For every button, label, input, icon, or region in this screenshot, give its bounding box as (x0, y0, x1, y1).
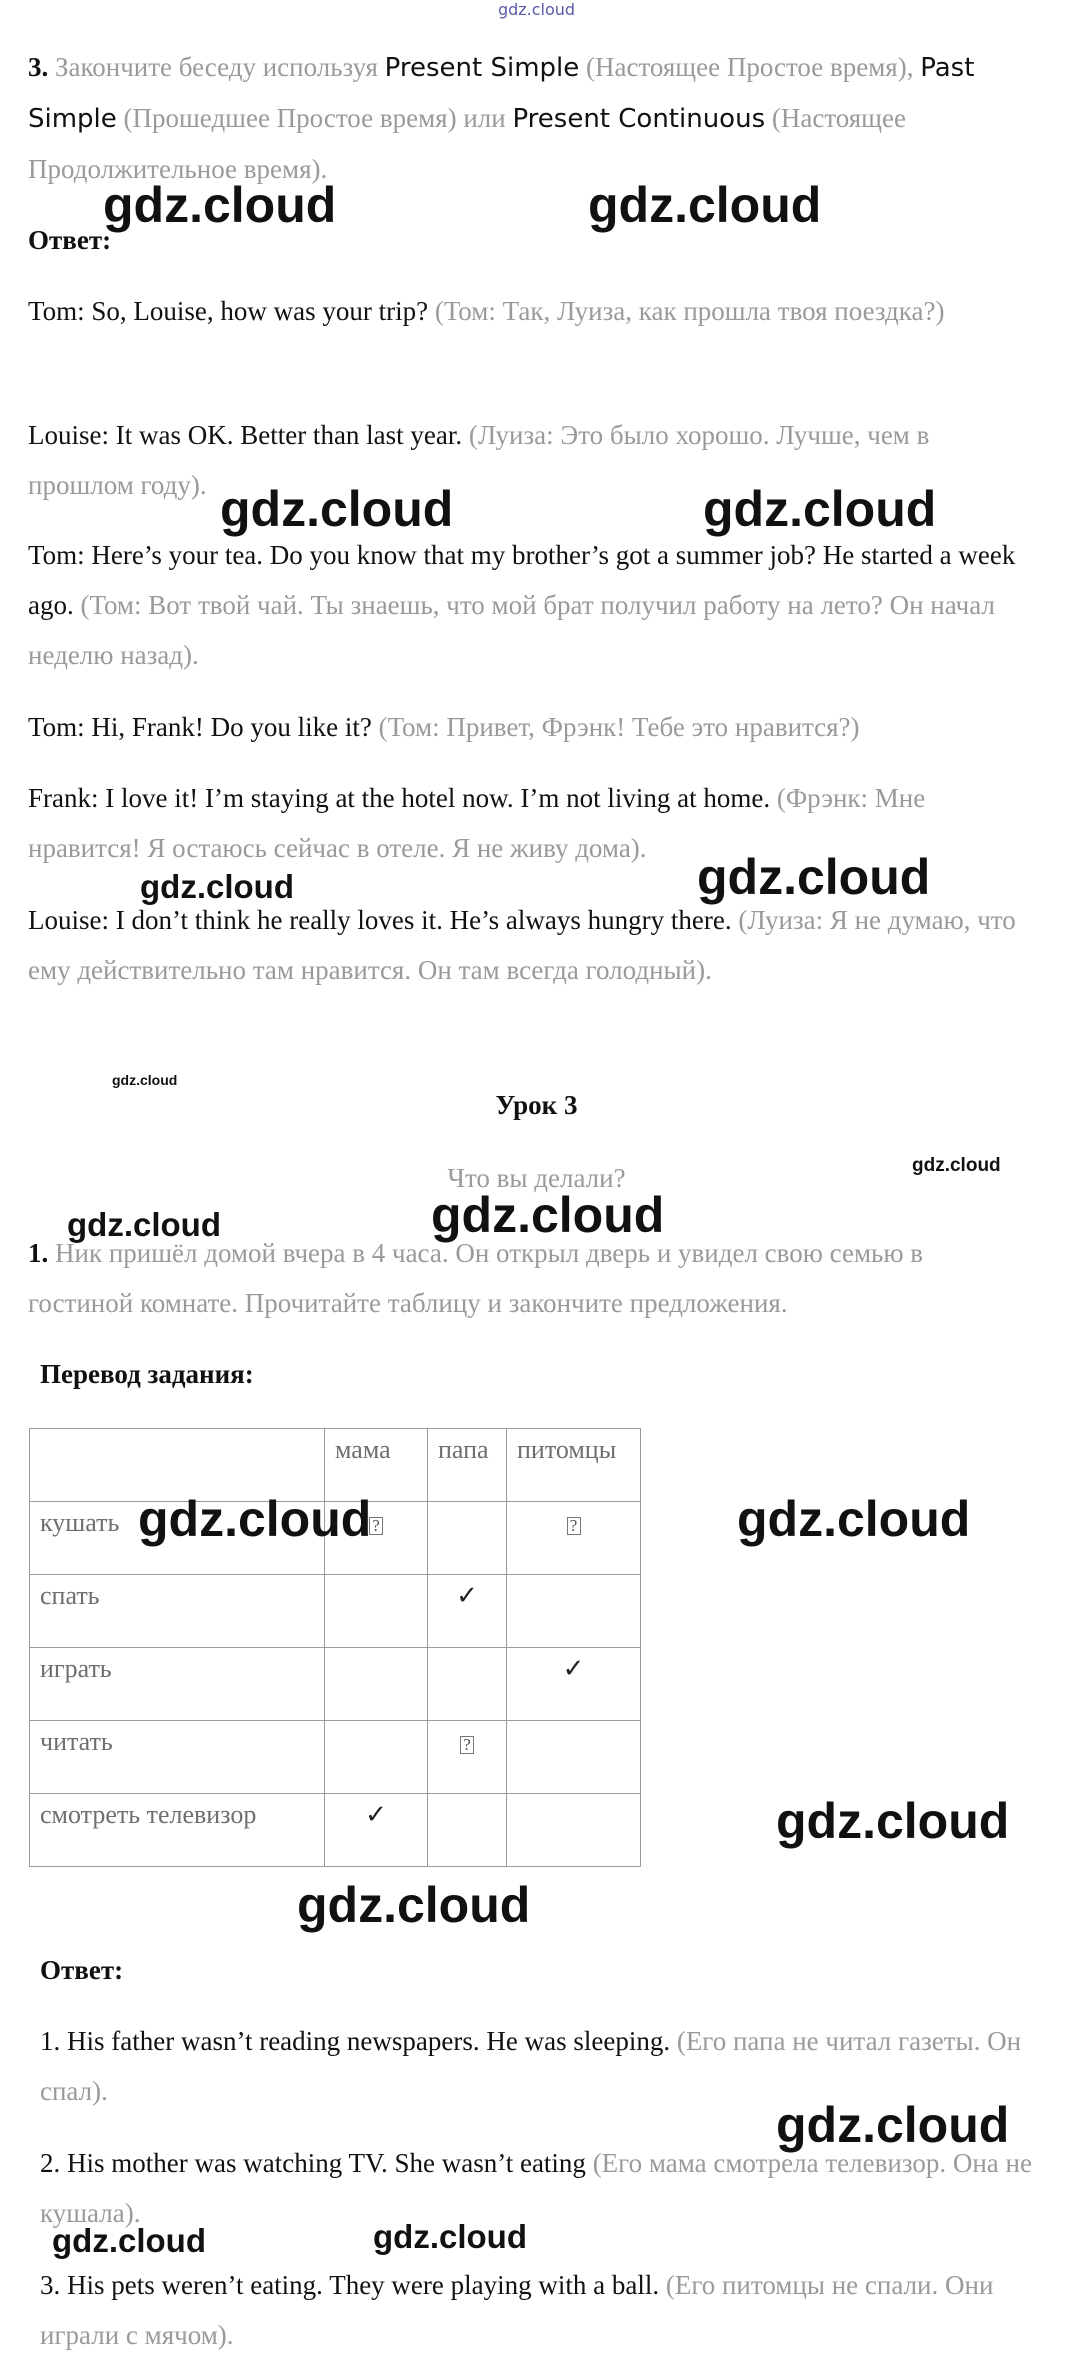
table-header-cell: папа (428, 1429, 507, 1502)
table-cell (507, 1502, 641, 1575)
watermark: gdz.cloud (140, 868, 294, 905)
task1-number: 1. (28, 1238, 49, 1268)
watermark: gdz.cloud (737, 1491, 971, 1547)
table-row (30, 1721, 641, 1794)
term-present-continuous: Present Continuous (512, 104, 766, 134)
dialogue-en: Louise: It was OK. Better than last year. (28, 420, 463, 450)
watermark: gdz.cloud (67, 1206, 221, 1243)
lesson-title: Урок 3 (495, 1090, 578, 1120)
placeholder-box-glyph: ? (369, 1517, 383, 1535)
watermark: gdz.cloud (297, 1877, 531, 1933)
task3-instructions (28, 42, 1028, 194)
answer-en: 2. His mother was watching TV. She wasn’t eating (40, 2148, 586, 2178)
table-cell (428, 1721, 507, 1794)
term-present-simple-translation: (Настоящее Простое время), (579, 52, 914, 82)
dialogue-ru: (Луиза: Это было хорошо. Лучше, чем в прошлом году). (28, 420, 930, 500)
table-row-label: кушать (30, 1502, 325, 1575)
check-icon: ✓ (562, 1654, 585, 1683)
dialogue-ru: (Луиза: Я не думаю, что ему действительно там нравится. Он там всегда голодный). (28, 905, 1016, 985)
watermark: gdz.cloud (431, 1187, 665, 1243)
placeholder-box-glyph: ? (460, 1736, 474, 1754)
table-cell (325, 1794, 428, 1867)
dialogue-en: Tom: Hi, Frank! Do you like it? (28, 712, 372, 742)
check-icon: ✓ (456, 1581, 478, 1610)
watermark: gdz.cloud (776, 1793, 1010, 1849)
term-past-simple: Past Simple (28, 53, 975, 134)
translation-label: Перевод задания: (40, 1359, 254, 1389)
table-row (30, 1648, 641, 1721)
answer-ru: (Его мама смотрела телевизор. Она не кушала). (40, 2148, 1032, 2228)
answer-ru: (Его питомцы не спали. Они играли с мячом). (40, 2270, 994, 2350)
term-present-simple: Present Simple (384, 53, 580, 83)
task1-text: Ник пришёл домой вчера в 4 часа. Он открыл дверь и увидел свою семью в гостиной комнате. Прочитайте таблицу и закончите предложения. (28, 1238, 924, 1318)
watermark: gdz.cloud (138, 1491, 372, 1547)
table-cell (507, 1721, 641, 1794)
task3-answer-label: Ответ: (28, 225, 112, 255)
check-icon: ✓ (365, 1800, 387, 1829)
table-cell (428, 1575, 507, 1648)
table-cell (507, 1648, 641, 1721)
task3-intro: Закончите беседу используя (48, 52, 385, 82)
dialogue-ru: (Том: Так, Луиза, как прошла твоя поездка?) (428, 296, 945, 326)
table-cell (325, 1648, 428, 1721)
dialogue-ru: (Фрэнк: Мне нравится! Я остаюсь сейчас в отеле. Я не живу дома). (28, 783, 926, 863)
table-row-label: читать (30, 1721, 325, 1794)
watermark: gdz.cloud (697, 849, 931, 905)
task1-answer-label: Ответ: (40, 1955, 124, 1985)
term-present-continuous-translation: (Настоящее Продолжительное время). (28, 103, 906, 184)
term-past-simple-translation: (Прошедшее Простое время) или (116, 103, 513, 133)
table-header-cell: питомцы (507, 1429, 641, 1502)
task3-number: 3. (28, 52, 49, 82)
answer-en: 1. His father wasn’t reading newspapers. He was sleeping. (40, 2026, 671, 2056)
dialogue-line (28, 530, 1028, 680)
table-cell (325, 1721, 428, 1794)
answer-en: 3. His pets weren’t eating. They were playing with a ball. (40, 2270, 660, 2300)
lesson-subtitle: Что вы делали? (447, 1163, 626, 1193)
placeholder-box-icon (517, 1508, 630, 1538)
table-header-cell: мама (325, 1429, 428, 1502)
table-row-label: играть (30, 1648, 325, 1721)
table-cell (507, 1794, 641, 1867)
table-row-label: спать (30, 1575, 325, 1648)
table-cell (428, 1648, 507, 1721)
dialogue-en: Tom: So, Louise, how was your trip? (28, 296, 429, 326)
watermark: gdz.cloud (776, 2097, 1010, 2153)
placeholder-box-icon (438, 1727, 496, 1757)
site-tag: gdz.cloud (497, 0, 576, 19)
watermark: gdz.cloud (912, 1155, 1001, 1176)
watermark: gdz.cloud (588, 177, 822, 233)
watermark: gdz.cloud (703, 481, 937, 537)
watermark: gdz.cloud (220, 481, 454, 537)
dialogue-line (28, 702, 1028, 752)
watermark: gdz.cloud (112, 1072, 178, 1088)
dialogue-ru: (Том: Привет, Фрэнк! Тебе это нравится?) (371, 712, 860, 742)
table-row (30, 1575, 641, 1648)
watermark: gdz.cloud (373, 2218, 527, 2255)
dialogue-line (28, 895, 1028, 995)
dialogue-en: Tom: Here’s your tea. Do you know that my brother’s got a summer job? He started a week ago. (28, 540, 1016, 620)
dialogue-en: Louise: I don’t think he really loves it. He’s always hungry there. (28, 905, 732, 935)
table-cell (428, 1502, 507, 1575)
table-cell (507, 1575, 641, 1648)
table-row-label: смотреть телевизор (30, 1794, 325, 1867)
answer-line (40, 2260, 1040, 2360)
watermark: gdz.cloud (103, 177, 337, 233)
table-cell (325, 1575, 428, 1648)
dialogue-ru: (Том: Вот твой чай. Ты знаешь, что мой брат получил работу на лето? Он начал неделю назад). (28, 590, 995, 670)
dialogue-en: Frank: I love it! I’m staying at the hotel now. I’m not living at home. (28, 783, 771, 813)
table-row (30, 1794, 641, 1867)
dialogue-line (28, 286, 1028, 336)
answer-ru: (Его папа не читал газеты. Он спал). (40, 2026, 1022, 2106)
watermark: gdz.cloud (52, 2222, 206, 2259)
table-cell (428, 1794, 507, 1867)
placeholder-box-glyph: ? (567, 1517, 581, 1535)
